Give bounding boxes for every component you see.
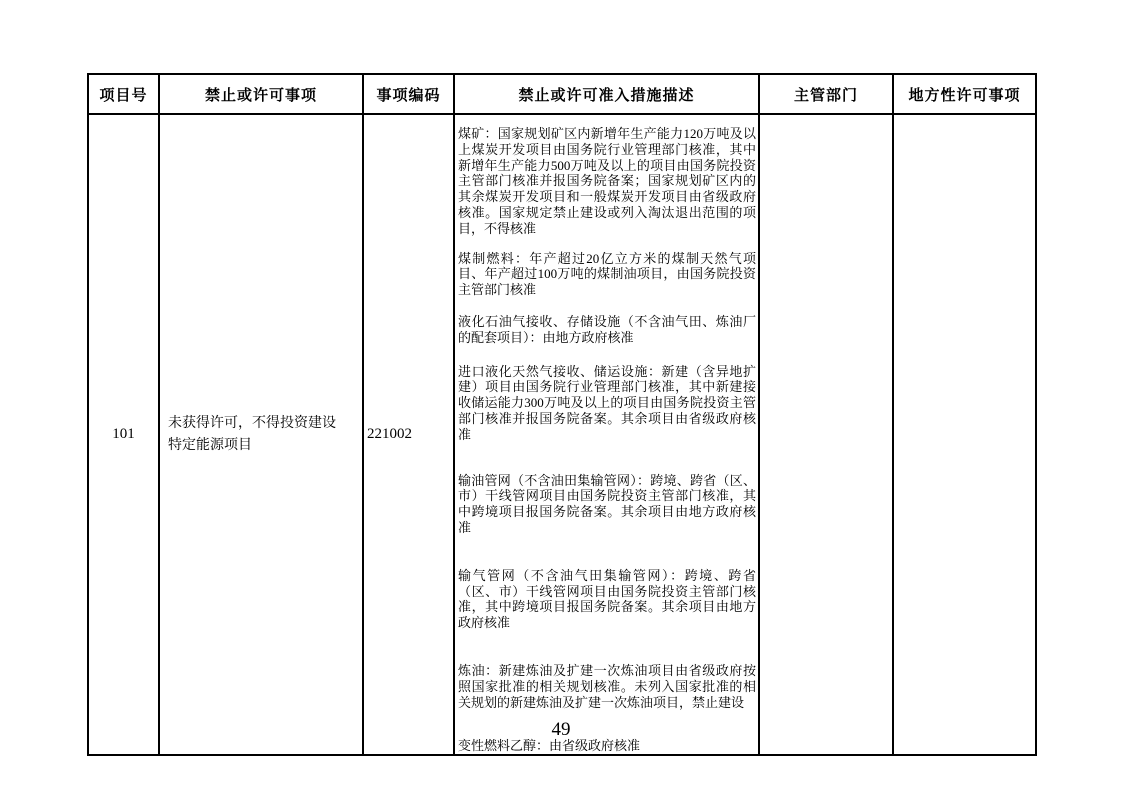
col-header-item: 禁止或许可事项 — [159, 74, 363, 114]
page-number: 49 — [551, 719, 571, 740]
measure-paragraph-fuel-ethanol: 变性燃料乙醇：由省级政府核准 — [458, 738, 641, 754]
col-header-local-permit: 地方性许可事项 — [893, 74, 1036, 114]
cell-item-code: 221002 — [363, 114, 454, 755]
measure-paragraph-lng-import: 进口液化天然气接收、储运设施：新建（含异地扩建）项目由国务院行业管理部门核准，其中新建接收储运能力300万吨及以上的项目由国务院投资主管部门核准并报国务院备案。其余项目由省级政府核准 — [458, 363, 756, 442]
cell-project-no: 101 — [88, 114, 159, 755]
cell-item: 未获得许可，不得投资建设特定能源项目 — [159, 114, 363, 755]
measure-paragraph-gas-pipeline: 输气管网（不含油气田集输管网）：跨境、跨省（区、市）干线管网项目由国务院投资主管部门核准，其中跨境项目报国务院备案。其余项目由地方政府核准 — [458, 567, 756, 631]
table-header-row — [88, 74, 1036, 114]
measure-paragraph-coal-mine: 煤矿：国家规划矿区内新增年生产能力120万吨及以上煤炭开发项目由国务院行业管理部门核准，其中新增年生产能力500万吨及以上的项目由国务院投资主管部门核准并报国务院备案；国家规划矿区内的其余煤炭开发项目和一般煤炭开发项目由省级政府核准。国家规定禁止建设或列入淘汰退出范围的项目，不得核准 — [458, 126, 756, 236]
permit-items-table — [87, 73, 1037, 756]
col-header-item-code: 事项编码 — [363, 74, 454, 114]
cell-measure-desc — [454, 114, 759, 755]
measure-paragraph-oil-pipeline: 输油管网（不含油田集输管网）：跨境、跨省（区、市）干线管网项目由国务院投资主管部门核准，其中跨境项目报国务院备案。其余项目由地方政府核准 — [458, 472, 756, 535]
col-header-project-no: 项目号 — [88, 74, 159, 114]
cell-department — [759, 114, 893, 755]
measure-paragraph-coal-fuel: 煤制燃料：年产超过20亿立方米的煤制天然气项目、年产超过100万吨的煤制油项目，由国务院投资主管部门核准 — [458, 250, 756, 298]
table-row — [88, 114, 1036, 755]
col-header-department: 主管部门 — [759, 74, 893, 114]
cell-local-permit — [893, 114, 1036, 755]
measure-paragraph-lpg-storage: 液化石油气接收、存储设施（不含油气田、炼油厂的配套项目）：由地方政府核准 — [458, 313, 756, 345]
col-header-measure-desc: 禁止或许可准入措施描述 — [454, 74, 759, 114]
measure-paragraph-refining: 炼油：新建炼油及扩建一次炼油项目由省级政府按照国家批准的相关规划核准。未列入国家批准的相关规划的新建炼油及扩建一次炼油项目，禁止建设 — [458, 662, 756, 710]
